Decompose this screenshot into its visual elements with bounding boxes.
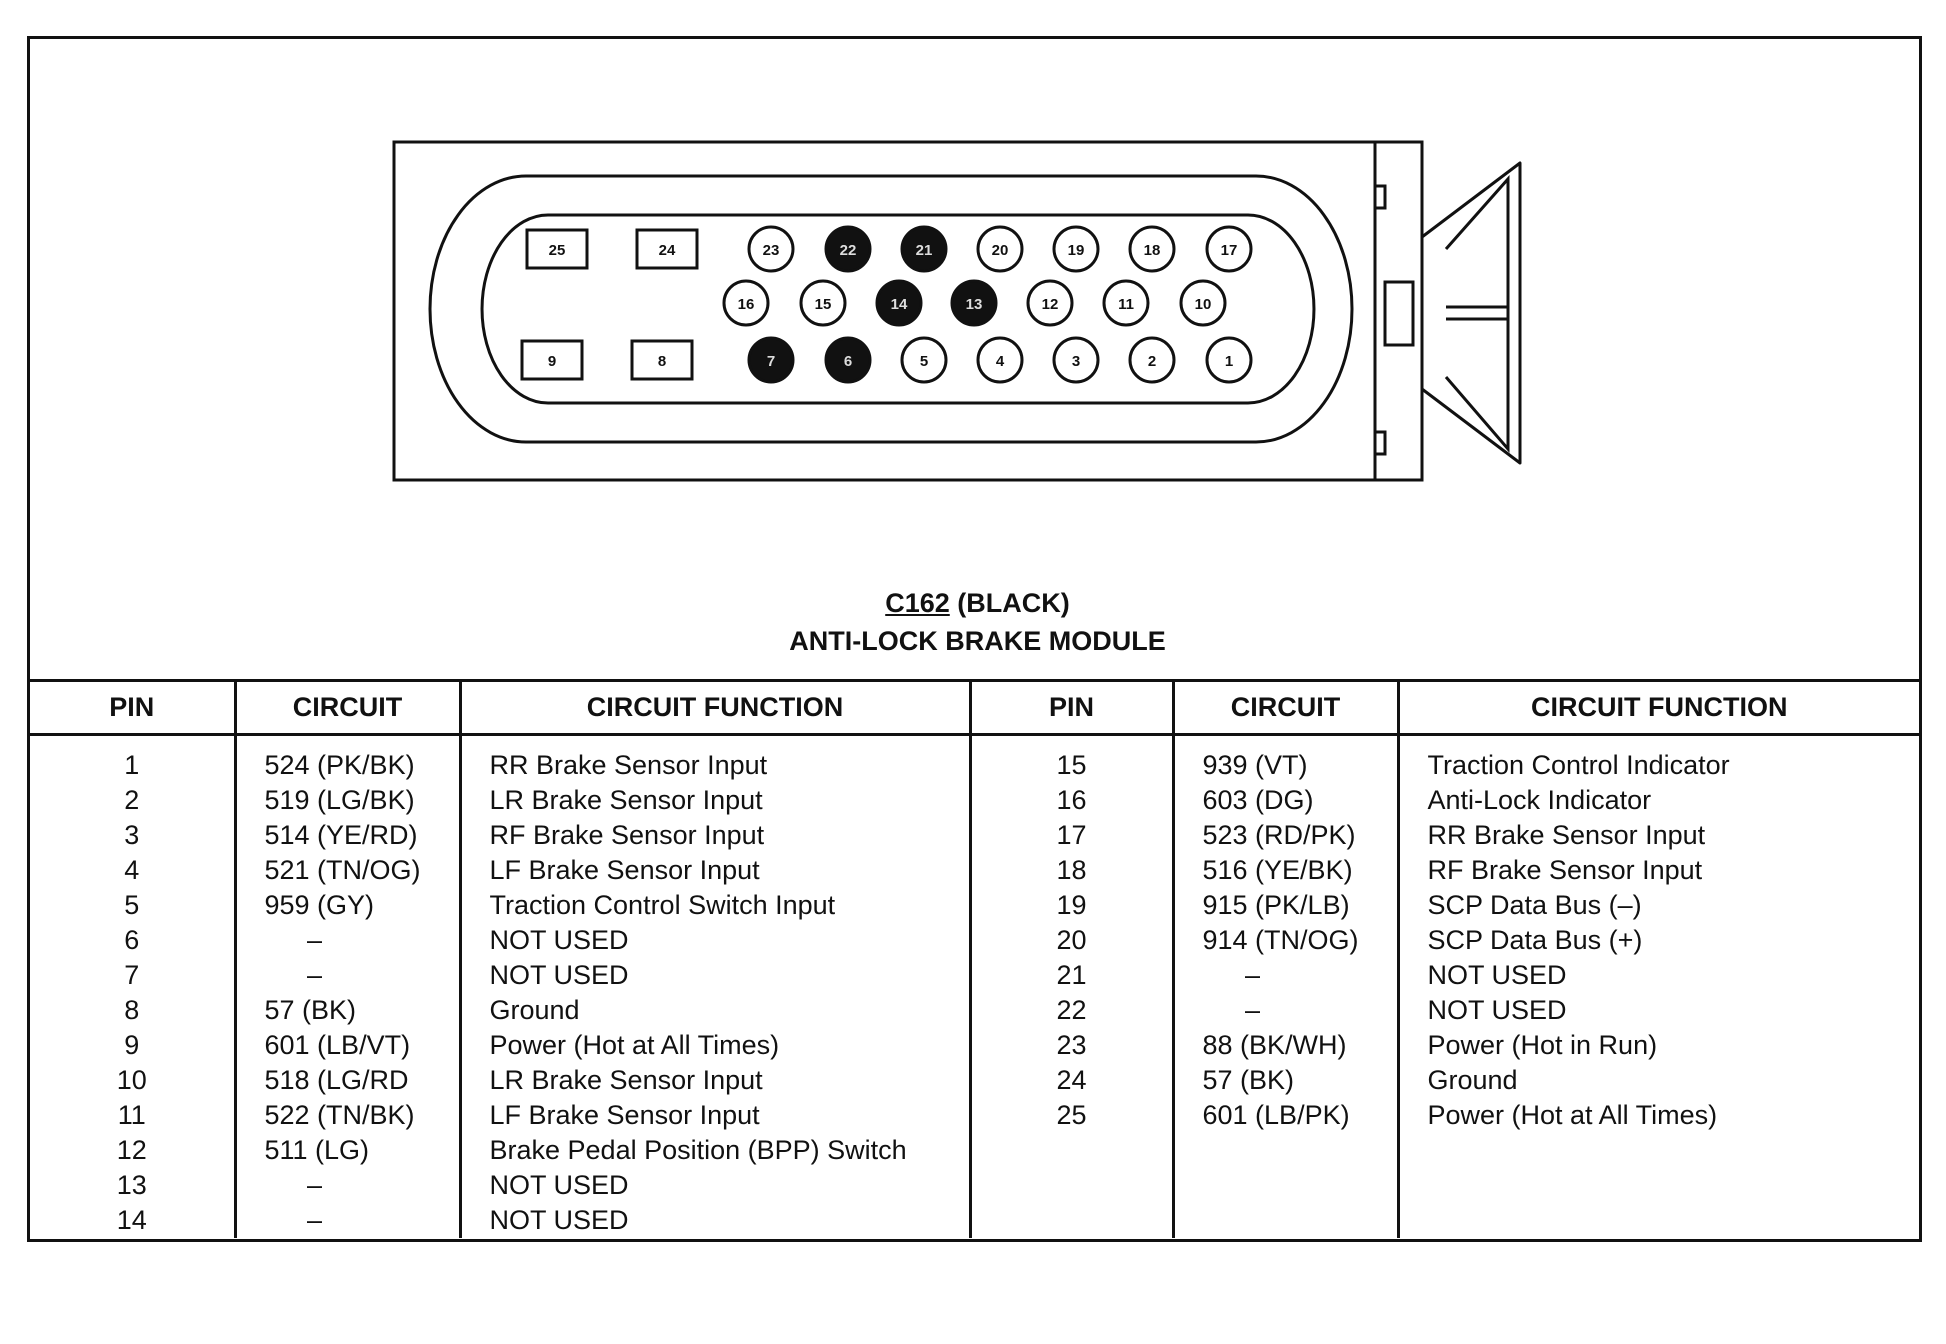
cell-circuit: 521 (TN/OG) — [235, 853, 460, 888]
cell-function: LF Brake Sensor Input — [460, 853, 970, 888]
cell-function: SCP Data Bus (+) — [1427, 925, 1643, 955]
pin-24 — [637, 230, 697, 268]
cell-circuit — [235, 1203, 460, 1238]
cell-pin: 23 — [970, 1028, 1173, 1063]
cell-pin — [970, 1203, 1173, 1238]
pin-label: 18 — [1143, 242, 1161, 259]
table-row — [30, 783, 1919, 818]
cell-circuit: 914 (TN/OG) — [1173, 923, 1398, 958]
cell-pin: 21 — [970, 958, 1173, 993]
cell-function — [1398, 1203, 1919, 1238]
cell-pin: 5 — [30, 888, 235, 923]
cell-pin — [970, 1133, 1173, 1168]
pin-3 — [1054, 338, 1098, 382]
pin-4 — [978, 338, 1022, 382]
cell-pin: 16 — [970, 783, 1173, 818]
cell-circuit: 601 (LB/VT) — [235, 1028, 460, 1063]
cell-pin — [970, 1168, 1173, 1203]
pin-label: 6 — [843, 353, 853, 370]
cell-pin: 22 — [970, 993, 1173, 1028]
pin-20 — [978, 227, 1022, 271]
cell-function: Ground — [460, 993, 970, 1028]
pin-label: 9 — [547, 353, 557, 370]
table-row — [30, 958, 1919, 993]
connector-id: C162 — [885, 588, 950, 618]
pin-12 — [1028, 281, 1072, 325]
cell-function: NOT USED — [460, 1203, 970, 1238]
table-row — [30, 1168, 1919, 1203]
cell-function: NOT USED — [1427, 960, 1567, 990]
cell-circuit: 519 (LG/BK) — [235, 783, 460, 818]
pin-18 — [1130, 227, 1174, 271]
cell-function: RF Brake Sensor Input — [1427, 855, 1703, 885]
pin-17 — [1207, 227, 1251, 271]
pin-6 — [826, 338, 870, 382]
cell-circuit: 57 (BK) — [235, 993, 460, 1028]
pin-label: 16 — [737, 296, 755, 313]
cell-circuit: 522 (TN/BK) — [235, 1098, 460, 1133]
cell-function: Brake Pedal Position (BPP) Switch — [460, 1133, 970, 1168]
pin-label: 8 — [657, 353, 667, 370]
cell-function: RF Brake Sensor Input — [460, 818, 970, 853]
connector-caption — [30, 584, 1925, 660]
cell-circuit — [1173, 993, 1398, 1028]
cell-pin: 14 — [30, 1203, 235, 1238]
table-header-row — [30, 682, 1919, 735]
cell-pin: 11 — [30, 1098, 235, 1133]
cell-function: Power (Hot at All Times) — [1427, 1100, 1718, 1130]
cell-function: LR Brake Sensor Input — [460, 783, 970, 818]
pin-label: 2 — [1147, 353, 1157, 370]
pin-13 — [952, 281, 996, 325]
cell-pin: 10 — [30, 1063, 235, 1098]
cell-circuit — [1173, 1203, 1398, 1238]
cell-function: Power (Hot in Run) — [1427, 1030, 1658, 1060]
pin-label: 3 — [1071, 353, 1081, 370]
pin-21 — [902, 227, 946, 271]
cell-circuit — [1173, 958, 1398, 993]
pin-2 — [1130, 338, 1174, 382]
pin-19 — [1054, 227, 1098, 271]
table-row — [30, 1133, 1919, 1168]
cell-circuit-dash: – — [1244, 960, 1261, 990]
cell-pin: 1 — [30, 735, 235, 784]
pin-label: 4 — [995, 353, 1005, 370]
cell-circuit: 601 (LB/PK) — [1173, 1098, 1398, 1133]
pin-22 — [826, 227, 870, 271]
cell-circuit: 959 (GY) — [235, 888, 460, 923]
pin-23 — [749, 227, 793, 271]
cell-function: NOT USED — [460, 1168, 970, 1203]
cell-function: Traction Control Indicator — [1427, 750, 1730, 780]
header-function: CIRCUIT FUNCTION — [460, 682, 970, 735]
pin-1 — [1207, 338, 1251, 382]
cell-circuit: 603 (DG) — [1173, 783, 1398, 818]
cell-function: Ground — [1427, 1065, 1518, 1095]
cell-pin: 12 — [30, 1133, 235, 1168]
pin-label: 10 — [1194, 296, 1212, 313]
cell-circuit — [235, 958, 460, 993]
cell-circuit: 514 (YE/RD) — [235, 818, 460, 853]
header-pin: PIN — [970, 682, 1173, 735]
table-row — [30, 1063, 1919, 1098]
cell-function: NOT USED — [460, 958, 970, 993]
pin-9 — [522, 341, 582, 379]
pin-label: 5 — [919, 353, 929, 370]
cell-circuit: 57 (BK) — [1173, 1063, 1398, 1098]
cell-circuit: 915 (PK/LB) — [1173, 888, 1398, 923]
table-row — [30, 735, 1919, 784]
pin-label: 7 — [766, 353, 776, 370]
pin-15 — [801, 281, 845, 325]
cell-circuit — [1173, 1133, 1398, 1168]
cell-pin: 8 — [30, 993, 235, 1028]
pin-25 — [527, 230, 587, 268]
table-row — [30, 1098, 1919, 1133]
latch-tab-bottom — [1375, 432, 1385, 454]
pin-label: 23 — [762, 242, 780, 259]
table-row — [30, 818, 1919, 853]
cell-pin: 4 — [30, 853, 235, 888]
latch-lever — [1422, 142, 1520, 480]
cell-circuit-dash: – — [306, 1205, 323, 1235]
pin-14 — [877, 281, 921, 325]
cell-pin: 17 — [970, 818, 1173, 853]
pin-label: 21 — [915, 242, 933, 259]
pinout-table-wrap — [30, 679, 1919, 1242]
cell-pin: 20 — [970, 923, 1173, 958]
pinout-table — [30, 682, 1919, 1238]
cell-function: LF Brake Sensor Input — [460, 1098, 970, 1133]
cell-function — [1398, 1133, 1919, 1168]
pin-8 — [632, 341, 692, 379]
pin-11 — [1104, 281, 1148, 325]
header-circuit: CIRCUIT — [1173, 682, 1398, 735]
cell-circuit: 523 (RD/PK) — [1173, 818, 1398, 853]
pin-label: 20 — [991, 242, 1009, 259]
pin-label: 15 — [814, 296, 832, 313]
pin-label: 19 — [1067, 242, 1085, 259]
cell-pin: 15 — [970, 735, 1173, 784]
latch-lever-inner — [1446, 179, 1508, 449]
pin-label: 11 — [1118, 296, 1134, 313]
pin-5 — [902, 338, 946, 382]
pin-label: 25 — [548, 242, 566, 259]
pin-label: 12 — [1041, 296, 1059, 313]
pin-7 — [749, 338, 793, 382]
cell-pin: 24 — [970, 1063, 1173, 1098]
cell-function: Anti-Lock Indicator — [1427, 785, 1652, 815]
pin-label: 14 — [890, 296, 908, 313]
cell-circuit — [235, 1168, 460, 1203]
cell-circuit — [1173, 1168, 1398, 1203]
cell-circuit: 516 (YE/BK) — [1173, 853, 1398, 888]
cell-function: Traction Control Switch Input — [460, 888, 970, 923]
table-row — [30, 853, 1919, 888]
pin-label: 1 — [1224, 353, 1234, 370]
cell-function: RR Brake Sensor Input — [460, 735, 970, 784]
cell-pin: 9 — [30, 1028, 235, 1063]
latch-key — [1385, 282, 1413, 345]
table-row — [30, 1203, 1919, 1238]
cell-function: SCP Data Bus (–) — [1427, 890, 1642, 920]
cell-function: NOT USED — [1427, 995, 1567, 1025]
module-name: ANTI-LOCK BRAKE MODULE — [789, 626, 1166, 656]
cell-circuit: 88 (BK/WH) — [1173, 1028, 1398, 1063]
cell-circuit-dash: – — [306, 960, 323, 990]
header-function: CIRCUIT FUNCTION — [1398, 682, 1919, 735]
table-row — [30, 993, 1919, 1028]
cell-function: RR Brake Sensor Input — [1427, 820, 1706, 850]
cell-circuit-dash: – — [306, 925, 323, 955]
table-row — [30, 923, 1919, 958]
pin-label: 24 — [658, 242, 676, 259]
connector-diagram — [30, 39, 1919, 639]
header-circuit: CIRCUIT — [235, 682, 460, 735]
cell-pin: 6 — [30, 923, 235, 958]
pin-label: 22 — [839, 242, 857, 259]
cell-function: NOT USED — [460, 923, 970, 958]
table-row — [30, 1028, 1919, 1063]
cell-circuit: 518 (LG/RD — [235, 1063, 460, 1098]
pin-label: 17 — [1220, 242, 1238, 259]
diagram-frame — [27, 36, 1922, 1242]
cell-circuit: 511 (LG) — [235, 1133, 460, 1168]
cell-function: LR Brake Sensor Input — [460, 1063, 970, 1098]
connector-color: (BLACK) — [957, 588, 1070, 618]
cell-function — [1398, 1168, 1919, 1203]
cell-circuit: 524 (PK/BK) — [235, 735, 460, 784]
cell-pin: 18 — [970, 853, 1173, 888]
cell-circuit-dash: – — [1244, 995, 1261, 1025]
cell-circuit: 939 (VT) — [1173, 735, 1398, 784]
cell-pin: 25 — [970, 1098, 1173, 1133]
cell-circuit — [235, 923, 460, 958]
pin-label: 13 — [965, 296, 983, 313]
table-row — [30, 888, 1919, 923]
cell-pin: 2 — [30, 783, 235, 818]
cell-pin: 19 — [970, 888, 1173, 923]
cell-pin: 3 — [30, 818, 235, 853]
cell-pin: 7 — [30, 958, 235, 993]
header-pin: PIN — [30, 682, 235, 735]
pin-16 — [724, 281, 768, 325]
cell-pin: 13 — [30, 1168, 235, 1203]
cell-function: Power (Hot at All Times) — [460, 1028, 970, 1063]
cell-circuit-dash: – — [306, 1170, 323, 1200]
pin-10 — [1181, 281, 1225, 325]
latch-tab-top — [1375, 186, 1385, 208]
